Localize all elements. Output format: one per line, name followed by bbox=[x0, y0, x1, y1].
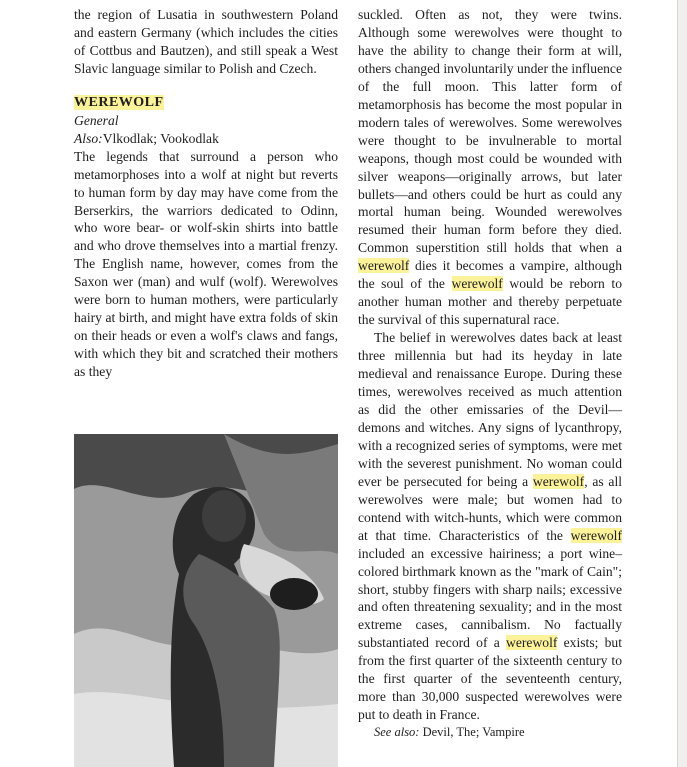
see-also-label: See also: bbox=[374, 725, 420, 740]
werewolf-photo bbox=[74, 434, 338, 767]
see-also-value: Devil, The; Vampire bbox=[422, 725, 525, 740]
right-column bbox=[358, 6, 622, 742]
also-label: Also: bbox=[74, 130, 103, 146]
werewolf-embrace-illustration bbox=[74, 434, 338, 767]
term-highlight: werewolf bbox=[451, 276, 503, 292]
text-segment: , as all werewolves were male; but women had to contend with witch-hunts, which were common at that time. Characteristics of the bbox=[358, 473, 623, 543]
text-segment: dies it becomes a vampire, although the soul of the bbox=[358, 258, 622, 292]
term-highlight: werewolf bbox=[532, 473, 585, 489]
page-edge bbox=[677, 0, 687, 767]
intro-paragraph: the region of Lusatia in southwestern Poland and eastern Germany (which includes the cities of Cottbus and Bautzen), and still speak a West Slavic language similar to Polish and Czech. bbox=[74, 7, 338, 76]
entry-also bbox=[74, 130, 338, 148]
text-segment: suckled. Often as not, they were twins. Although some werewolves were thought to have the ability to change their form at will, others changed involuntarily under the influence of the full moon. This latter form of metamorphosis has become the most popular in modern tales of werewolves. Some werewolves were thought to be invulnerable to mortal weapons, though most could be wounded with silver weapons—originally arrows, but later bullets—and others could be hurt as could any mortal human being. Wounded werewolves resumed their human form before they died. Common superstition still holds that when a bbox=[358, 7, 622, 256]
entry-body-right-1 bbox=[358, 6, 622, 329]
heading-highlight: WEREWOLF bbox=[74, 94, 164, 110]
term-highlight: werewolf bbox=[358, 258, 410, 274]
left-column bbox=[74, 6, 338, 381]
text-segment: included an excessive hairiness; a port wine–colored birthmark known as the "mark of Cain"; short, stubby fingers with sharp nails; excessive and often threatening sexuality; and in the most extreme cases, cannibalism. No factually substantiated record of a bbox=[358, 545, 622, 651]
also-value: Vlkodlak; Vookodlak bbox=[102, 130, 219, 146]
see-also bbox=[358, 724, 622, 742]
entry-category: General bbox=[74, 112, 119, 128]
entry-body-left: The legends that surround a person who metamorphoses into a wolf at night but reverts to human form by day may have come from the Berserkirs, the warriors dedicated to Odinn, who wore bear- or wolf-skin shirts into battle and who drove themselves into a martial frenzy. The English name, however, comes from the Saxon wer (man) and wulf (wolf). Werewolves were born to human mothers, were particularly hairy at birth, and might have extra folds of skin on their heads or even a wolf's claws and fangs, with which they bit and scratched their mothers as they bbox=[74, 148, 338, 380]
text-segment: would be reborn to another human mother and thereby perpetuate the survival of this supernatural race. bbox=[358, 276, 622, 328]
term-highlight: werewolf bbox=[506, 635, 558, 651]
entry-heading bbox=[74, 94, 338, 112]
term-highlight: werewolf bbox=[570, 527, 622, 543]
text-segment: exists; but from the first quarter of the sixteenth century to the first quarter of the seventeenth century, more than 30,000 suspected werewolves were put to death in France. bbox=[358, 635, 622, 723]
text-segment: The belief in werewolves dates back at least three millennia but had its heyday in late medieval and renaissance Europe. During these times, werewolves received as much attention as did the other emissaries of the Devil—demons and witches. Any signs of lycanthropy, with a recognized series of symptoms, were met with the severest punishment. No woman could ever be persecuted for being a bbox=[358, 330, 622, 489]
entry-body-right-2 bbox=[358, 329, 622, 724]
